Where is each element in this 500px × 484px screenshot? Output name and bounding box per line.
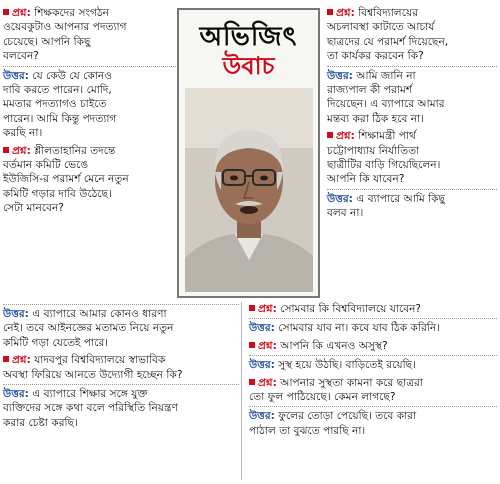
answer-tag: উত্তর: (3, 308, 29, 320)
question-line: বিশ্ববিদ্যালয়ের (358, 7, 419, 19)
answer-block (3, 304, 239, 350)
question-line: সোমবার কি বিশ্ববিদ্যালয়ে যাবেন? (280, 303, 422, 315)
right-column (327, 6, 497, 224)
answer-block (327, 189, 497, 221)
bullet-icon (327, 9, 333, 15)
answer-tag: উত্তর: (3, 388, 29, 401)
headline-title: অভিজিৎ (199, 22, 298, 52)
answer-line: ফুলের তোড়া পেয়েছি। তবে কারা (278, 410, 417, 423)
answer-tag: উত্তর: (327, 192, 353, 205)
question-line: শিক্ষকদের সংগঠন (34, 7, 109, 19)
qa-item-bottom-right-1 (249, 302, 497, 336)
answer-line: কমিটি গড়া যেতেই পারে। (3, 336, 109, 349)
bullet-icon (249, 342, 255, 348)
question-line: আপনি কি এখনও অসুস্থ? (280, 339, 388, 352)
answer-tag: উত্তর: (3, 69, 29, 82)
answer-tag: উত্তর: (249, 322, 275, 335)
question-line: ইউজিসি-র পরামর্শ মেনে নতুন (3, 173, 129, 186)
question-line: তা কার্যকর করবেন কি? (327, 50, 424, 63)
answer-line: রাজ্যপাল কী পরামর্শ (327, 84, 413, 97)
answer-line: পারেন। আমি কিন্তু পদত্যাগ (3, 112, 117, 125)
answer-line: পাঠাল তা বুঝতে পারছি না। (249, 424, 366, 437)
answer-block (249, 355, 497, 372)
question-tag: প্রশ্ন: (12, 7, 31, 19)
question-line: ছাত্রীটির বাড়ি গিয়েছিলেন। (327, 159, 441, 172)
answer-line: সোমবার যাব না। কবে যাব ঠিক করিনি। (278, 322, 440, 335)
headline-box (177, 8, 320, 298)
headline-subtitle: উবাচ (222, 51, 275, 80)
question-line: আপনি কি যাবেন? (327, 173, 405, 186)
answer-line: ব্যক্তিদের সঙ্গে কথা বলে পরিস্থিতি নিয়ন্ত্রণ (3, 402, 178, 415)
qa-item-bottom-right-3 (249, 376, 497, 439)
answer-tag: উত্তর: (249, 359, 275, 372)
question-line: ওয়েবকুটাও আপনার পদত্যাগ (3, 21, 127, 34)
bottom-right-column (249, 302, 497, 441)
question-tag: প্রশ্ন: (336, 7, 355, 19)
column-divider (241, 302, 242, 480)
bottom-left-column (3, 302, 239, 433)
question-line: চট্টোপাধ্যায় নির্যাতিতা (327, 144, 420, 157)
portrait-photo (185, 88, 313, 292)
answer-block (3, 66, 178, 141)
qa-item-bottom-left-2 (3, 353, 239, 430)
question-tag: প্রশ্ন: (258, 376, 277, 389)
answer-line: যে কেউ যে কোনও (32, 69, 113, 82)
qa-item-right-2 (327, 129, 497, 220)
answer-line: দাবি করতে পারেন। মোদি, (3, 84, 112, 97)
answer-line: এ ব্যাপারে শিক্ষার সঙ্গে যুক্ত (32, 388, 148, 401)
question-line: বলবেন? (3, 50, 39, 63)
bullet-icon (249, 379, 255, 385)
question-line: আপনার সুস্থতা কামনা করে ছাত্ররা (280, 376, 423, 389)
question-line: শ্লীলতাহানির তদন্তে (34, 144, 116, 157)
answer-line: নেই। তবে আইনজ্ঞের মতামত নিয়ে নতুন (3, 322, 174, 335)
question-tag: প্রশ্ন: (258, 303, 277, 315)
question-line: বর্তমান কমিটি ভেঙে (3, 159, 89, 172)
answer-block (327, 66, 497, 127)
left-column (3, 6, 178, 219)
question-tag: প্রশ্ন: (258, 339, 277, 352)
answer-line: করছি না। (3, 127, 43, 140)
qa-item-bottom-left-1 (3, 304, 239, 350)
answer-line: দিয়েছেন। এ ব্যাপারে আমার (327, 98, 445, 111)
question-line: অবস্থা ফিরিয়ে আনতে উদ্যোগী হচ্ছেন কি? (3, 368, 183, 381)
qa-item-left-1 (3, 6, 178, 141)
answer-line: আমি জানি না (356, 69, 416, 82)
question-line: শিক্ষামন্ত্রী পার্থ (358, 130, 416, 143)
answer-line: মমতার পদত্যাগও চাইতে (3, 98, 107, 111)
answer-line: এ ব্যাপারে আমার কোনও ধারণা (32, 308, 167, 320)
question-line: কমিটি গড়ার দাবি উঠেছে। (3, 187, 112, 200)
answer-line: সুস্থ হয়ে উঠছি। বাড়িতেই রয়েছি। (278, 359, 416, 372)
bullet-icon (3, 9, 9, 15)
bullet-icon (249, 305, 255, 311)
qa-item-bottom-right-2 (249, 339, 497, 373)
bullet-icon (3, 147, 9, 153)
question-line: চেয়েছে। আপনি কিছু (3, 35, 91, 48)
answer-line: এ ব্যাপারে আমি কিছু (356, 192, 445, 205)
question-line: ছাত্রদের যে পরামর্শ দিয়েছেন, (327, 35, 449, 48)
answer-line: মন্তব্য করা ঠিক হবে না। (327, 112, 424, 125)
answer-block (3, 384, 239, 430)
answer-tag: উত্তর: (249, 410, 275, 423)
question-line: তো ফুল পাঠিয়েছে। কেমন লাগছে? (249, 391, 396, 404)
answer-block (249, 406, 497, 438)
answer-tag: উত্তর: (327, 69, 353, 82)
portrait-illustration (185, 88, 313, 292)
answer-line: বলব না। (327, 207, 364, 220)
answer-block (249, 318, 497, 335)
question-line: অচলাবস্থা কাটাতে আচার্য (327, 21, 435, 34)
bullet-icon (327, 132, 333, 138)
qa-item-left-2 (3, 144, 178, 216)
answer-line: করার চেষ্টা করছি। (3, 416, 78, 429)
question-tag: প্রশ্ন: (12, 144, 31, 157)
question-line: সেটা মানবেন? (3, 202, 64, 215)
question-line: যাদবপুর বিশ্ববিদ্যালয়ে স্বাভাবিক (34, 354, 166, 367)
question-tag: প্রশ্ন: (12, 354, 31, 367)
bullet-icon (3, 356, 9, 362)
question-tag: প্রশ্ন: (336, 130, 355, 143)
qa-item-right-1 (327, 6, 497, 126)
